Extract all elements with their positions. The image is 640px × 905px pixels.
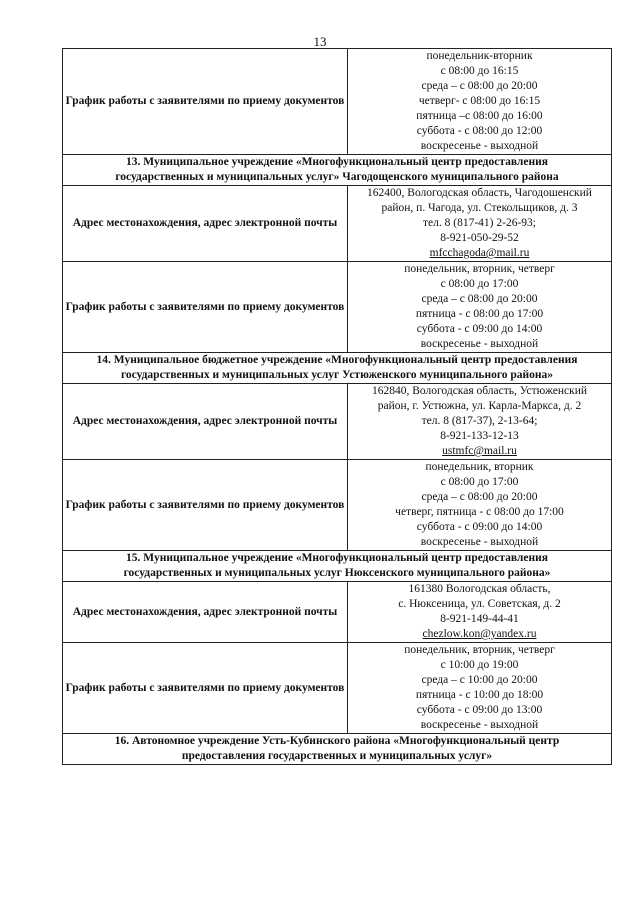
section-header-row [63, 551, 612, 582]
value-line: понедельник-вторник [426, 50, 533, 62]
section-title [63, 551, 612, 582]
field-label: График работы с заявителями по приему документов [63, 643, 348, 734]
table-row [63, 186, 612, 262]
section-title-line: 15. Муниципальное учреждение «Многофункциональный центр предоставления [126, 552, 548, 564]
value-line: тел. 8 (817-41) 2-26-93; [423, 217, 536, 229]
field-label: Адрес местонахождения, адрес электронной почты [63, 186, 348, 262]
email-link[interactable]: mfcchagoda@mail.ru [429, 247, 530, 259]
field-label: График работы с заявителями по приему документов [63, 262, 348, 353]
field-value [348, 460, 612, 551]
value-line: суббота - с 08:00 до 12:00 [416, 125, 543, 137]
field-label: График работы с заявителями по приему документов [63, 460, 348, 551]
table-row [63, 460, 612, 551]
field-value [348, 49, 612, 155]
section-title-line: государственных и муниципальных услуг» Чагодощенского муниципального района [115, 171, 559, 183]
section-header-row [63, 155, 612, 186]
value-line: суббота - с 09:00 до 13:00 [416, 704, 543, 716]
field-label: Адрес местонахождения, адрес электронной почты [63, 384, 348, 460]
value-line: среда – с 08:00 до 20:00 [421, 293, 538, 305]
value-line: воскресенье - выходной [420, 338, 539, 350]
section-title-line: 13. Муниципальное учреждение «Многофункциональный центр предоставления [126, 156, 548, 168]
table-row [63, 582, 612, 643]
table-row [63, 49, 612, 155]
value-line: район, п. Чагода, ул. Стекольщиков, д. 3 [381, 202, 578, 214]
value-line: 161380 Вологодская область, [408, 583, 551, 595]
section-title-line: государственных и муниципальных услуг Устюженского муниципального района» [120, 369, 554, 381]
page-number: 13 [313, 34, 327, 49]
field-value [348, 384, 612, 460]
value-line: 8-921-133-12-13 [440, 430, 519, 442]
value-line: с 08:00 до 16:15 [440, 65, 519, 77]
table-row [63, 643, 612, 734]
email-link[interactable]: ustmfc@mail.ru [442, 445, 517, 457]
value-line: среда – с 08:00 до 20:00 [421, 80, 538, 92]
field-value [348, 643, 612, 734]
value-line: тел. 8 (817-37), 2-13-64; [421, 415, 538, 427]
value-line: с 10:00 до 19:00 [440, 659, 519, 671]
value-line: среда – с 10:00 до 20:00 [421, 674, 538, 686]
value-line: с 08:00 до 17:00 [440, 278, 519, 290]
section-header-row [63, 734, 612, 765]
value-line: понедельник, вторник [425, 461, 534, 473]
value-line: понедельник, вторник, четверг [404, 644, 555, 656]
value-line: суббота - с 09:00 до 14:00 [416, 323, 543, 335]
value-line: пятница –с 08:00 до 16:00 [416, 110, 543, 122]
section-title [63, 155, 612, 186]
field-value [348, 582, 612, 643]
value-line: воскресенье - выходной [420, 140, 539, 152]
value-line: четверг- с 08:00 до 16:15 [418, 95, 541, 107]
field-value [348, 186, 612, 262]
section-title-line: предоставления государственных и муниципальных услуг» [181, 750, 493, 762]
value-line: суббота - с 09:00 до 14:00 [416, 521, 543, 533]
value-line: четверг, пятница - с 08:00 до 17:00 [395, 506, 564, 518]
section-title [63, 734, 612, 765]
section-header-row [63, 353, 612, 384]
value-line: 8-921-050-29-52 [440, 232, 519, 244]
value-line: пятница - с 10:00 до 18:00 [415, 689, 544, 701]
table-row [63, 384, 612, 460]
value-line: район, г. Устюжна, ул. Карла-Маркса, д. 2 [377, 400, 582, 412]
value-line: с 08:00 до 17:00 [440, 476, 519, 488]
value-line: среда – с 08:00 до 20:00 [421, 491, 538, 503]
email-link[interactable]: chezlow.kon@yandex.ru [422, 628, 537, 640]
value-line: 162400, Вологодская область, Чагодошенский [367, 187, 592, 199]
section-title-line: 14. Муниципальное бюджетное учреждение «Многофункциональный центр предоставления [96, 354, 578, 366]
value-line: 162840, Вологодская область, Устюженский [371, 385, 588, 397]
services-table [62, 48, 612, 765]
value-line: воскресенье - выходной [420, 536, 539, 548]
field-label: Адрес местонахождения, адрес электронной почты [63, 582, 348, 643]
table-row [63, 262, 612, 353]
value-line: понедельник, вторник, четверг [404, 263, 555, 275]
value-line: с. Нюксеница, ул. Советская, д. 2 [398, 598, 561, 610]
section-title-line: 16. Автономное учреждение Усть-Кубинского района «Многофункциональный центр [114, 735, 560, 747]
value-line: 8-921-149-44-41 [440, 613, 519, 625]
section-title-line: государственных и муниципальных услуг Нюксенского муниципального района» [123, 567, 551, 579]
field-label: График работы с заявителями по приему документов [63, 49, 348, 155]
value-line: воскресенье - выходной [420, 719, 539, 731]
field-value [348, 262, 612, 353]
value-line: пятница - с 08:00 до 17:00 [415, 308, 544, 320]
section-title [63, 353, 612, 384]
